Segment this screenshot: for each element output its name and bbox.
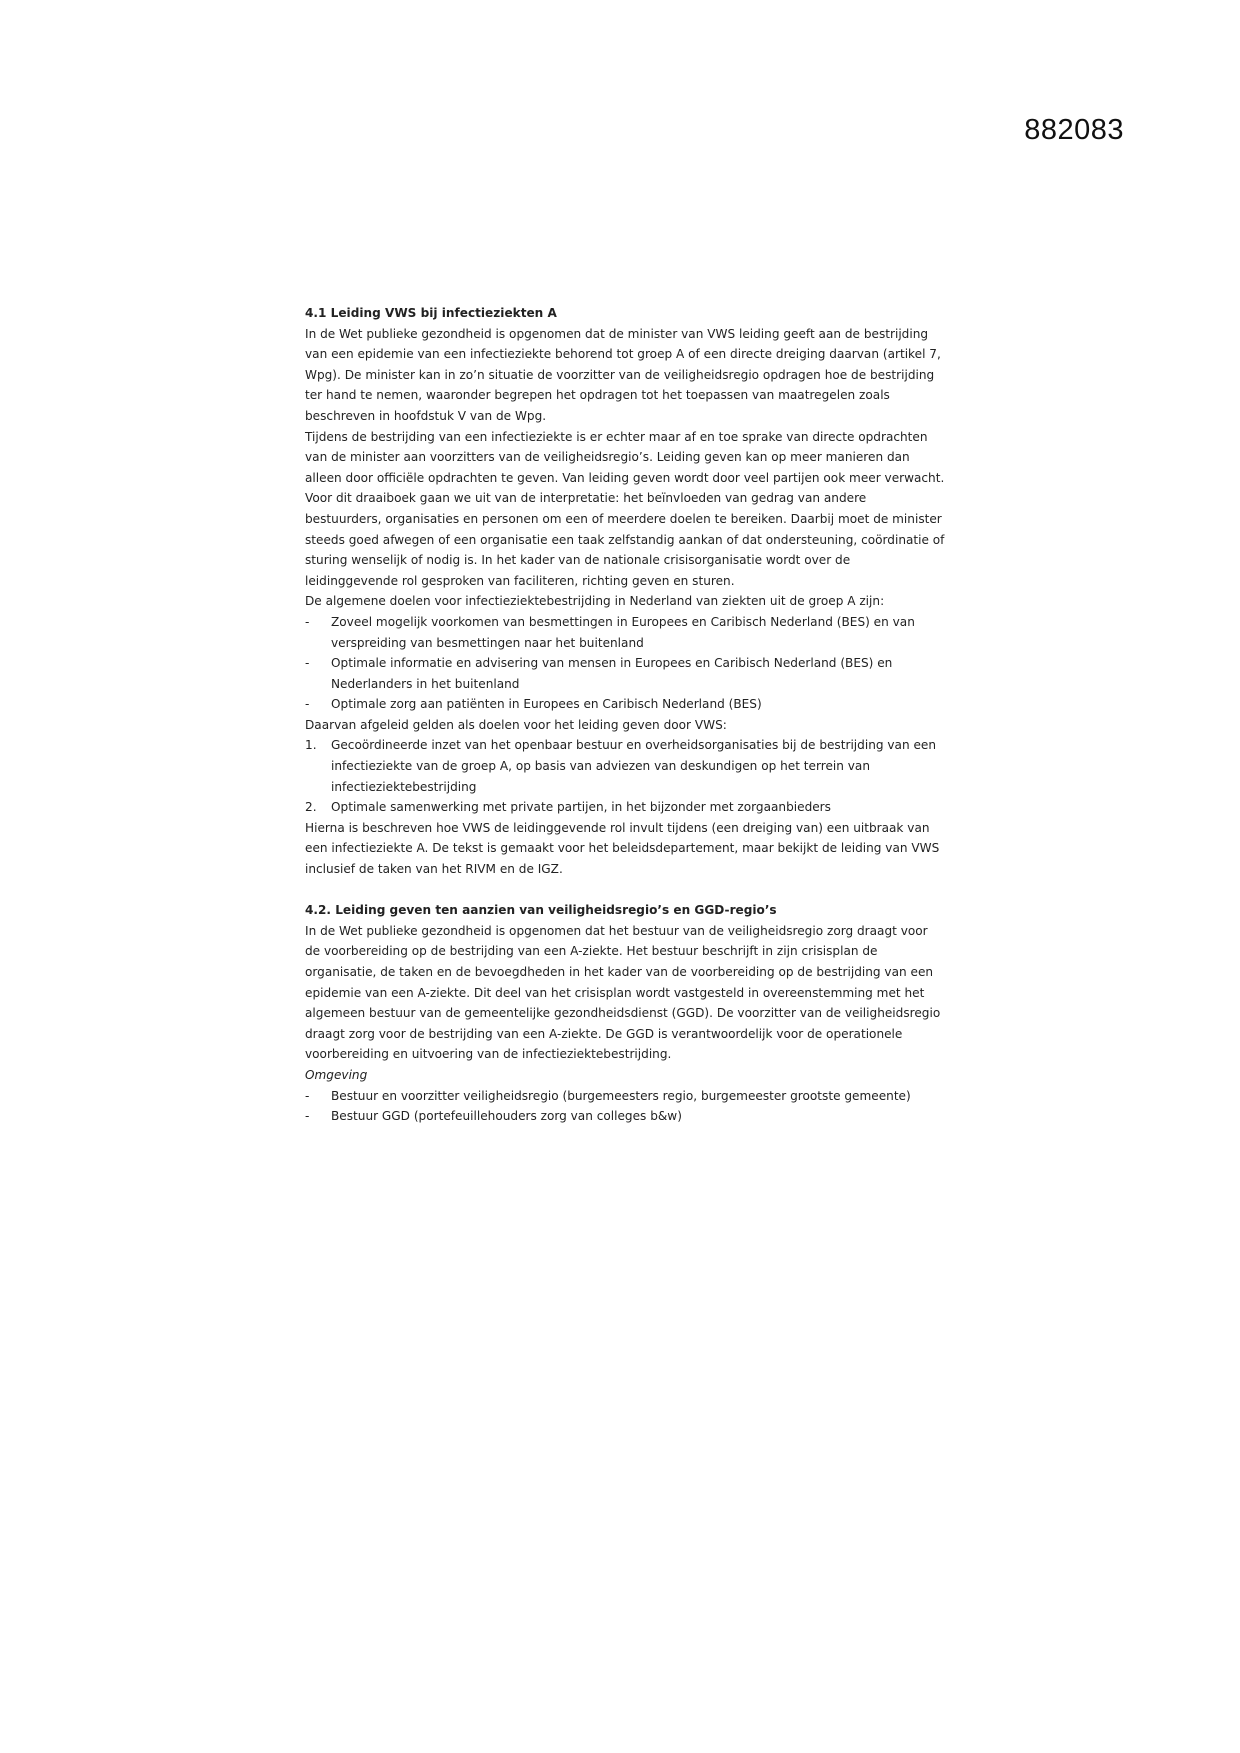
list-item [305, 1106, 945, 1127]
list-item-text: Optimale zorg aan patiënten in Europees en Caribisch Nederland (BES) [331, 697, 762, 712]
paragraph: In de Wet publieke gezondheid is opgenomen dat de minister van VWS leiding geeft aan de bestrijding van een epidemie van een infectieziekte behorend tot groep A of een directe dreiging daarvan (artikel 7, Wpg). De minister kan in zo’n situatie de voorzitter van de veiligheidsregio opdragen hoe de bestrijding ter hand te nemen, waaronder begrepen het opdragen tot het toepassen van maatregelen zoals beschreven in hoofdstuk V van de Wpg. [305, 326, 941, 423]
list-item [305, 735, 945, 797]
list-marker: - [305, 656, 310, 671]
document-number: 882083 [1024, 114, 1124, 146]
list-item [305, 653, 945, 694]
section-heading: 4.1 Leiding VWS bij infectieziekten A [305, 306, 557, 320]
list-item-text: Optimale informatie en advisering van mensen in Europees en Caribisch Nederland (BES) en Nederlanders in het buitenland [331, 656, 893, 691]
list-marker: - [305, 614, 310, 629]
list-item-text: Bestuur en voorzitter veiligheidsregio (burgemeesters regio, burgemeester grootste gemeente) [331, 1088, 911, 1103]
paragraph: In de Wet publieke gezondheid is opgenomen dat het bestuur van de veiligheidsregio zorg draagt voor de voorbereiding op de bestrijding van een A-ziekte. Het bestuur beschrijft in zijn crisisplan de organisatie, de taken en de bevoegdheden in het kader van de voorbereiding op de bestrijding van een epidemie van een A-ziekte. Dit deel van het crisisplan wordt vastgesteld in overeenstemming met het algemeen bestuur van de gemeentelijke gezondheidsdienst (GGD). De voorzitter van de veiligheidsregio draagt zorg voor de bestrijding van een A-ziekte. De GGD is verantwoordelijk voor de operationele voorbereiding en uitvoering van de infectieziektebestrijding. [305, 923, 941, 1062]
environment-list [305, 1086, 945, 1127]
section-heading: 4.2. Leiding geven ten aanzien van veiligheidsregio’s en GGD-regio’s [305, 903, 777, 918]
list-item-text: Optimale samenwerking met private partijen, in het bijzonder met zorgaanbieders [331, 800, 831, 815]
list-marker: - [305, 1109, 310, 1124]
list-marker: - [305, 697, 310, 712]
document-body [305, 303, 945, 1127]
list-item-text: Gecoördineerde inzet van het openbaar bestuur en overheidsorganisaties bij de bestrijding van een infectieziekte van de groep A, op basis van adviezen van deskundigen op het terrein van infectieziektebestrijding [331, 738, 937, 794]
paragraph: Hierna is beschreven hoe VWS de leidinggevende rol invult tijdens (een dreiging van) een uitbraak van een infectieziekte A. De tekst is gemaakt voor het beleidsdepartement, maar bekijkt de leiding van VWS inclusief de taken van het RIVM en de IGZ. [305, 820, 940, 877]
list-intro: Daarvan afgeleid gelden als doelen voor het leiding geven door VWS: [305, 717, 727, 732]
section-4-2 [305, 900, 945, 1127]
section-4-1 [305, 303, 945, 880]
list-item-text: Zoveel mogelijk voorkomen van besmettingen in Europees en Caribisch Nederland (BES) en van verspreiding van besmettingen naar het buitenland [331, 614, 915, 650]
list-marker: 2. [305, 800, 317, 815]
list-intro: De algemene doelen voor infectieziektebestrijding in Nederland van ziekten uit de groep A zijn: [305, 594, 885, 609]
paragraph: Tijdens de bestrijding van een infectieziekte is er echter maar af en toe sprake van directe opdrachten van de minister aan voorzitters van de veiligheidsregio’s. Leiding geven kan op meer manieren dan alleen door officiële opdrachten te geven. Van leiding geven wordt door veel partijen ook meer verwacht. Voor dit draaiboek gaan we uit van de interpretatie: het beïnvloeden van gedrag van andere bestuurders, organisaties en personen om een of meerdere doelen te bereiken. Daarbij moet de minister steeds goed afwegen of een organisatie een taak zelfstandig aankan of dat ondersteuning, coördinatie of sturing wenselijk of nodig is. In het kader van de nationale crisisorganisatie wordt over de leidinggevende rol gesproken van faciliteren, richting geven en sturen. [305, 429, 945, 588]
list-marker: 1. [305, 738, 317, 753]
list-marker: - [305, 1088, 310, 1103]
vws-goals-list [305, 735, 945, 817]
general-goals-list [305, 612, 945, 715]
list-item [305, 1086, 945, 1107]
list-item [305, 612, 945, 653]
subheading-omgeving: Omgeving [305, 1067, 368, 1082]
list-item [305, 797, 945, 818]
list-item [305, 694, 945, 715]
list-item-text: Bestuur GGD (portefeuillehouders zorg van colleges b&w) [331, 1109, 682, 1124]
